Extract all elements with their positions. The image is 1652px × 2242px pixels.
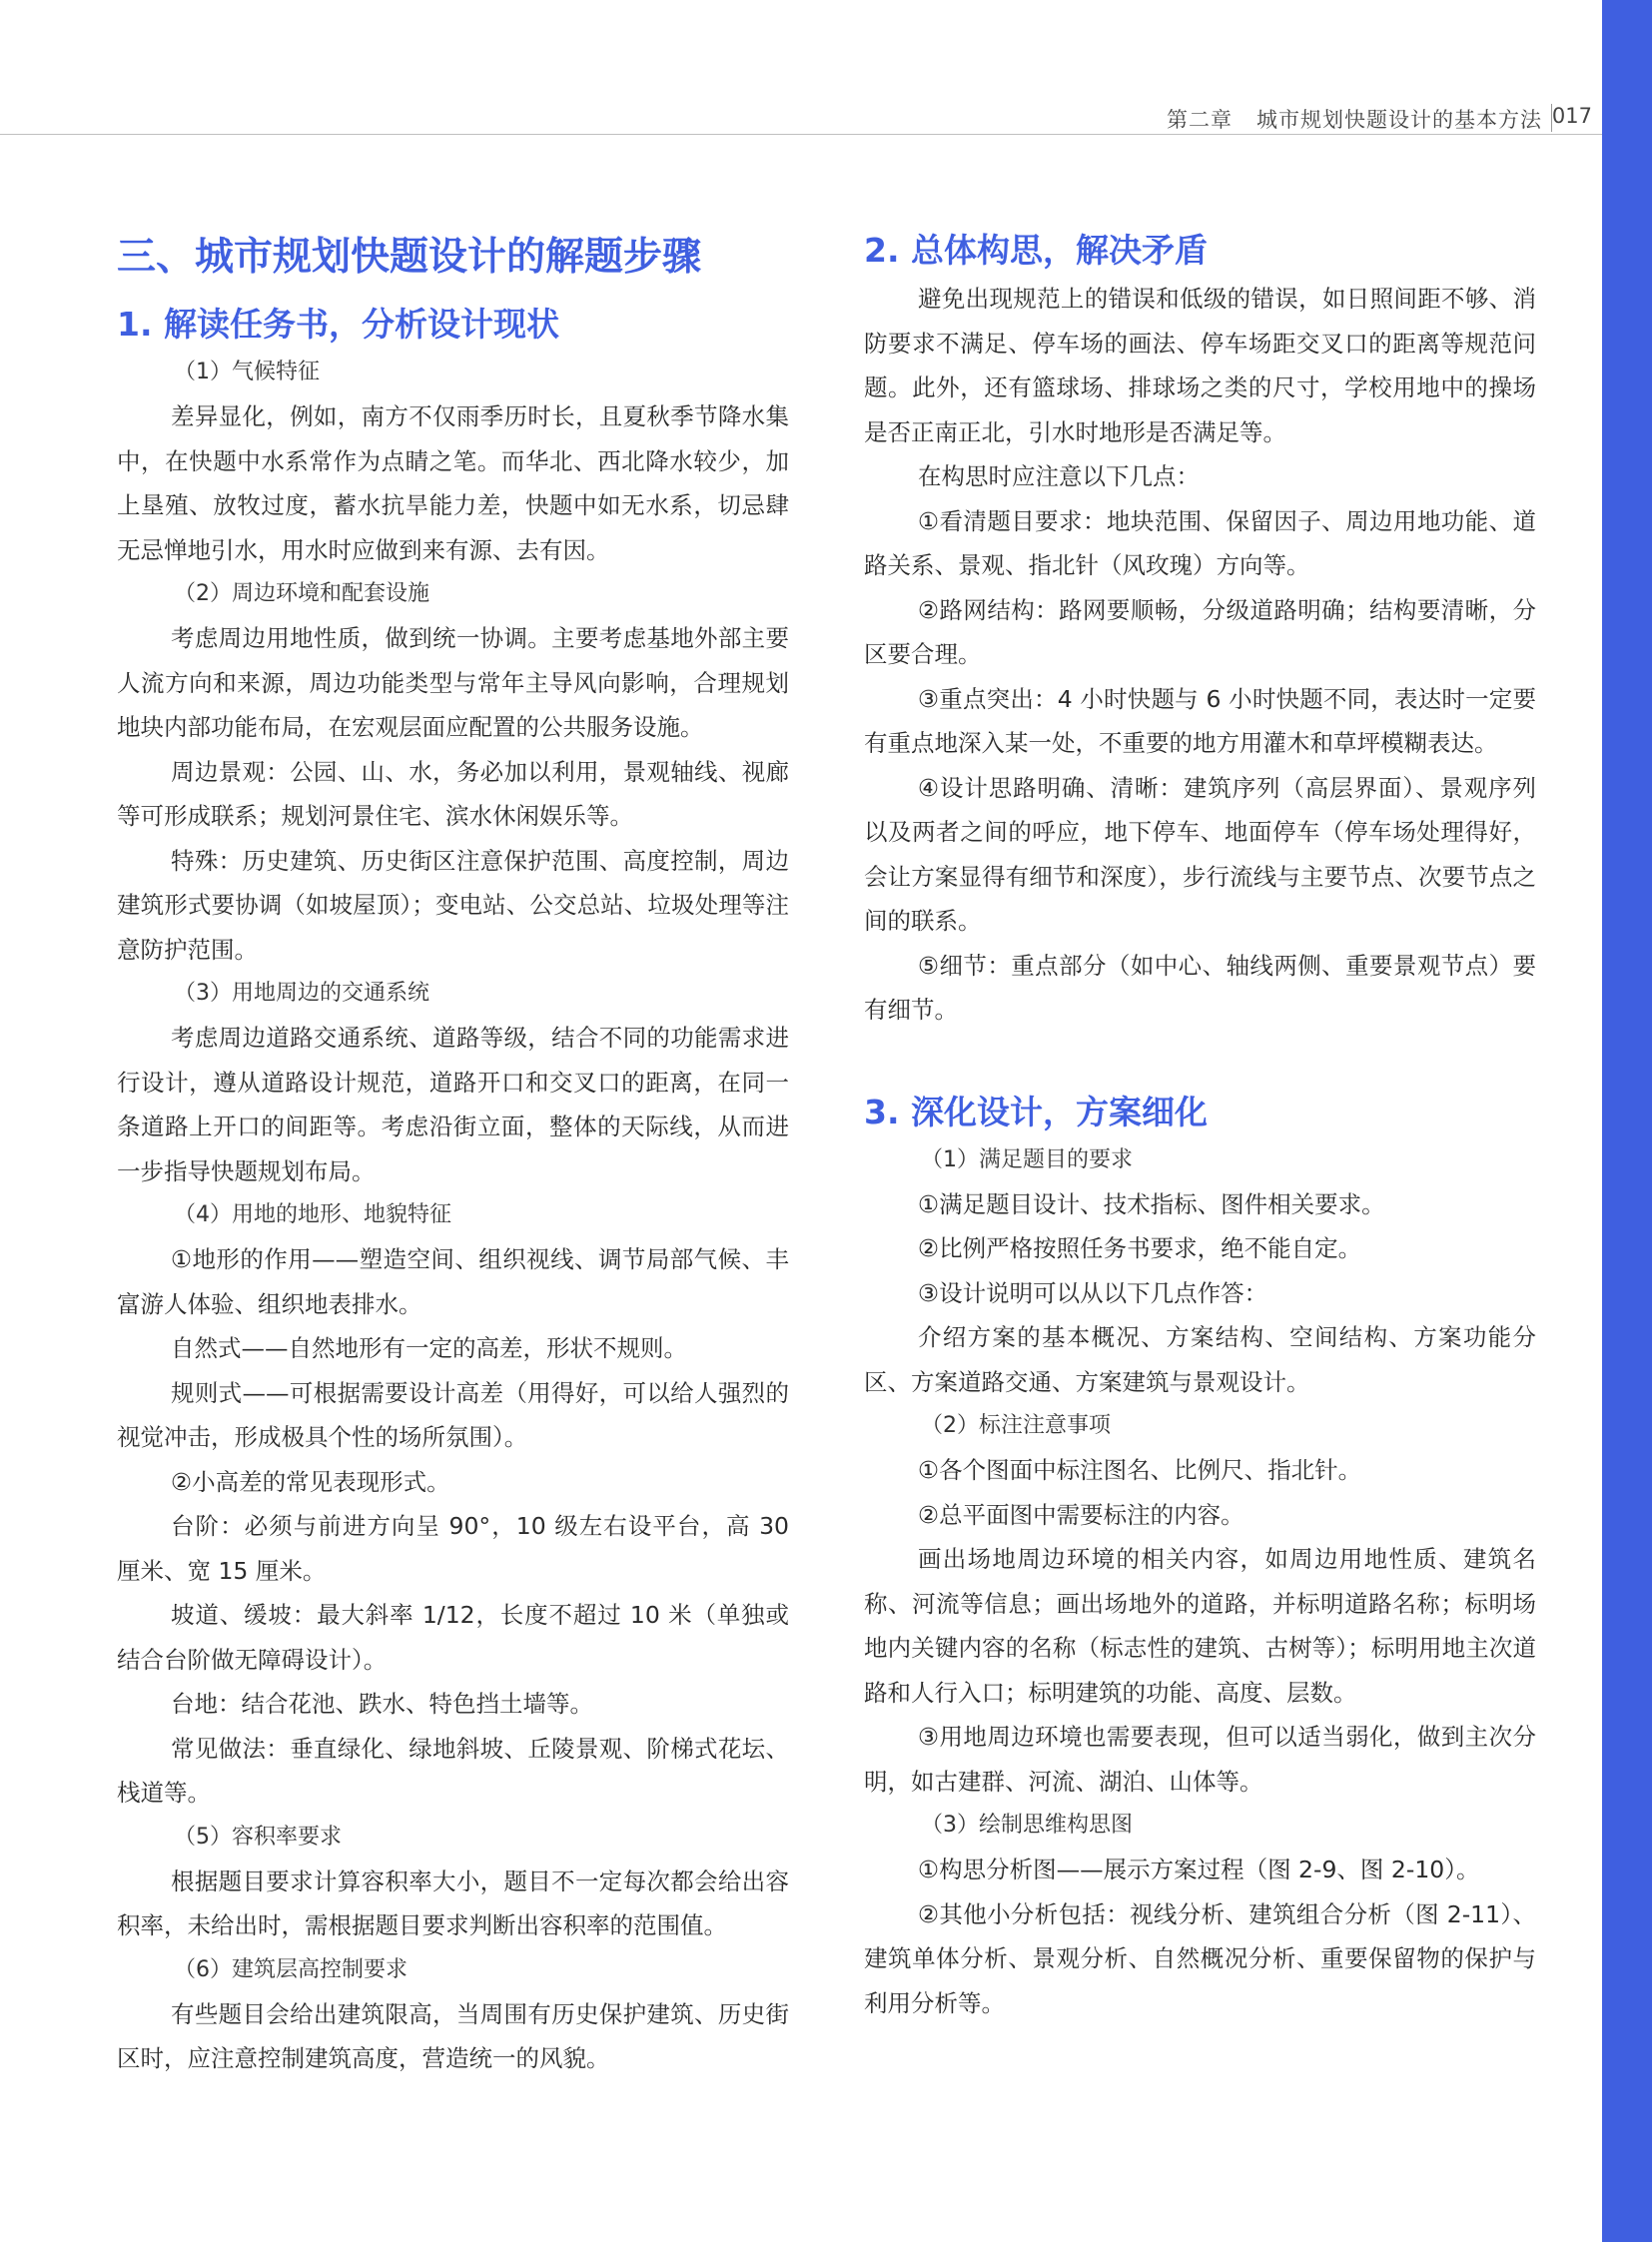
subheading: （1）气候特征	[174, 360, 320, 384]
chapter-label	[1167, 104, 1542, 134]
body-paragraph: ②小高差的常见表现形式。	[171, 1467, 450, 1496]
body-paragraph: ④设计思路明确、清晰：建筑序列（高层界面）、景观序列以及两者之间的呼应，地下停车、地面停车（停车场处理得好，会让方案显得有细节和深度），步行流线与主要节点、次要节点之间的联系。	[864, 773, 1536, 935]
body-paragraph: 在构思时应注意以下几点：	[918, 462, 1200, 490]
body-paragraph: ①看清题目要求：地块范围、保留因子、周边用地功能、道路关系、景观、指北针（风玫瑰）方向等。	[864, 506, 1536, 579]
body-paragraph: 避免出现规范上的错误和低级的错误，如日照间距不够、消防要求不满足、停车场的画法、停车场距交叉口的距离等规范问题。此外，还有篮球场、排球场之类的尺寸，学校用地中的操场是否正南正北，引水时地形是否满足等。	[864, 285, 1536, 446]
body-paragraph: ①地形的作用——塑造空间、组织视线、调节局部气候、丰富游人体验、组织地表排水。	[117, 1245, 789, 1318]
body-paragraph: ②比例严格按照任务书要求，绝不能自定。	[918, 1234, 1362, 1262]
section-spacer	[864, 1033, 1536, 1087]
section-3-body	[864, 1138, 1536, 2026]
body-paragraph: ②其他小分析包括：视线分析、建筑组合分析（图 2-11）、建筑单体分析、景观分析、自然概况分析、重要保留物的保护与利用分析等。	[864, 1899, 1536, 2017]
section-2-body	[864, 277, 1536, 1033]
body-paragraph: 自然式——自然地形有一定的高差，形状不规则。	[171, 1334, 687, 1362]
body-paragraph: ①构思分析图——展示方案过程（图 2-9、图 2-10）。	[918, 1856, 1480, 1883]
subheading: （6）建筑层高控制要求	[174, 1956, 408, 1982]
section-3-heading: 3. 深化设计，方案细化	[864, 1092, 1208, 1131]
body-paragraph: ②路网结构：路网要顺畅，分级道路明确；结构要清晰，分区要合理。	[864, 595, 1536, 668]
body-paragraph: 介绍方案的基本概况、方案结构、空间结构、方案功能分区、方案道路交通、方案建筑与景观设计。	[864, 1323, 1536, 1396]
body-paragraph: ①各个图面中标注图名、比例尺、指北针。	[918, 1456, 1362, 1484]
body-paragraph: 常见做法：垂直绿化、绿地斜坡、丘陵景观、阶梯式花坛、栈道等。	[117, 1734, 789, 1807]
left-column	[117, 225, 789, 2081]
body-paragraph: ③用地周边环境也需要表现，但可以适当弱化，做到主次分明，如古建群、河流、湖泊、山体等。	[864, 1723, 1536, 1796]
body-paragraph: ①满足题目设计、技术指标、图件相关要求。	[918, 1189, 1385, 1218]
body-paragraph: 坡道、缓坡：最大斜率 1/12，长度不超过 10 米（单独或结合台阶做无障碍设计）。	[117, 1601, 789, 1674]
body-paragraph: ⑤细节：重点部分（如中心、轴线两侧、重要景观节点）要有细节。	[864, 951, 1536, 1024]
right-column	[864, 225, 1536, 2025]
section-1-heading: 1. 解读任务书，分析设计现状	[117, 305, 559, 344]
body-paragraph: 根据题目要求计算容积率大小，题目不一定每次都会给出容积率，未给出时，需根据题目要求判断出容积率的范围值。	[117, 1867, 789, 1939]
subheading: （3）用地周边的交通系统	[174, 981, 429, 1006]
body-paragraph: ②总平面图中需要标注的内容。	[918, 1500, 1244, 1529]
body-paragraph: 画出场地周边环境的相关内容，如周边用地性质、建筑名称、河流等信息；画出场地外的道路，并标明道路名称；标明场地内关键内容的名称（标志性的建筑、古树等）；标明用地主次道路和人行入口；标明建筑的功能、高度、层数。	[864, 1545, 1536, 1707]
chapter-number: 第二章	[1167, 108, 1233, 132]
subheading: （4）用地的地形、地貌特征	[174, 1202, 451, 1227]
body-paragraph: 考虑周边道路交通系统、道路等级，结合不同的功能需求进行设计，遵从道路设计规范，道路开口和交叉口的距离，在同一条道路上开口的间距等。考虑沿街立面，整体的天际线，从而进一步指导快题规划布局。	[117, 1024, 789, 1185]
chapter-color-bar	[1602, 0, 1652, 2242]
body-paragraph: 特殊：历史建筑、历史街区注意保护范围、高度控制，周边建筑形式要协调（如坡屋顶）；变电站、公交总站、垃圾处理等注意防护范围。	[117, 846, 789, 964]
page-number: 017	[1551, 104, 1592, 128]
body-paragraph: ③设计说明可以从以下几点作答：	[918, 1278, 1268, 1307]
subheading: （2）标注注意事项	[921, 1413, 1111, 1438]
subheading: （1）满足题目的要求	[921, 1146, 1133, 1172]
body-paragraph: 规则式——可根据需要设计高差（用得好，可以给人强烈的视觉冲击，形成极具个性的场所氛围）。	[117, 1378, 789, 1451]
body-paragraph: ③重点突出：4 小时快题与 6 小时快题不同，表达时一定要有重点地深入某一处，不重要的地方用灌木和草坪模糊表达。	[864, 684, 1536, 757]
body-paragraph: 台地：结合花池、跌水、特色挡土墙等。	[171, 1690, 593, 1718]
body-paragraph: 差异显化，例如，南方不仅雨季历时长，且夏秋季节降水集中，在快题中水系常作为点睛之笔。而华北、西北降水较少，加上垦殖、放牧过度，蓄水抗旱能力差，快题中如无水系，切忌肆无忌惮地引水，用水时应做到来有源、去有因。	[117, 402, 789, 564]
header-rule	[0, 134, 1602, 135]
section-2-heading: 2. 总体构思，解决矛盾	[864, 231, 1208, 270]
subheading: （2）周边环境和配套设施	[174, 581, 429, 606]
subheading: （5）容积率要求	[174, 1824, 342, 1850]
subheading: （3）绘制思维构思图	[921, 1813, 1133, 1838]
body-paragraph: 周边景观：公园、山、水，务必加以利用，景观轴线、视廊等可形成联系；规划河景住宅、滨水休闲娱乐等。	[117, 757, 789, 830]
body-paragraph: 台阶：必须与前进方向呈 90°，10 级左右设平台，高 30 厘米、宽 15 厘米。	[117, 1512, 789, 1585]
body-paragraph: 有些题目会给出建筑限高，当周围有历史保护建筑、历史街区时，应注意控制建筑高度，营造统一的风貌。	[117, 1999, 789, 2072]
section-1-body	[117, 351, 789, 2081]
page-title: 三、城市规划快题设计的解题步骤	[117, 235, 702, 280]
body-paragraph: 考虑周边用地性质，做到统一协调。主要考虑基地外部主要人流方向和来源，周边功能类型与常年主导风向影响，合理规划地块内部功能布局，在宏观层面应配置的公共服务设施。	[117, 624, 789, 741]
chapter-title: 城市规划快题设计的基本方法	[1256, 108, 1542, 132]
